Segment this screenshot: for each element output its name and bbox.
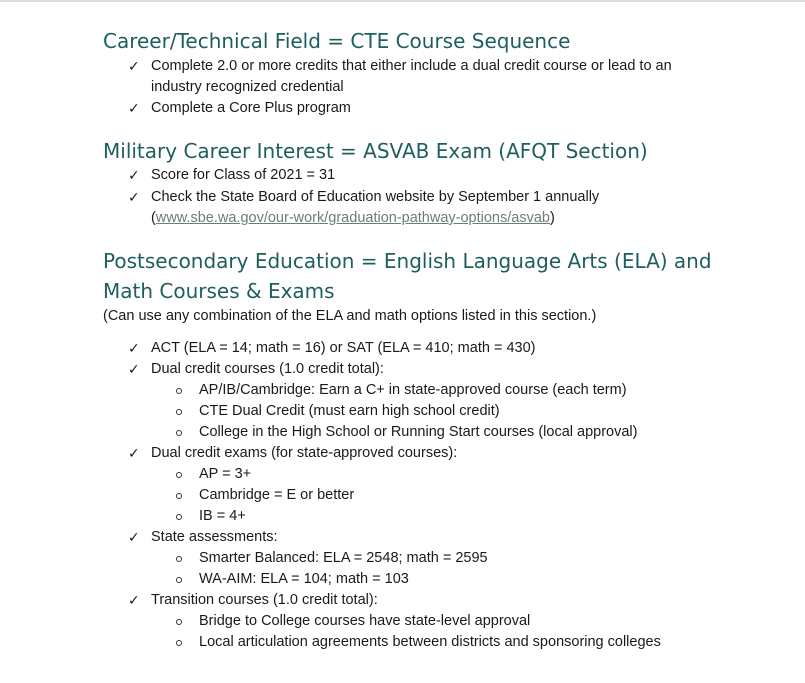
check-icon: ✓	[128, 340, 140, 356]
circle-bullet-icon	[176, 556, 182, 562]
sub-list-item: AP = 3+	[199, 466, 252, 482]
list-item: Transition courses (1.0 credit total):	[151, 592, 378, 608]
sub-list-item: Cambridge = E or better	[199, 487, 355, 503]
check-icon: ✓	[128, 445, 140, 461]
circle-bullet-icon	[176, 472, 182, 478]
circle-bullet-icon	[176, 640, 182, 646]
list-item: State assessments:	[151, 529, 278, 545]
check-icon: ✓	[128, 529, 140, 545]
paren-close: )	[549, 210, 555, 226]
circle-bullet-icon	[176, 493, 182, 499]
paren-open: (	[151, 210, 156, 226]
sub-list-item: Bridge to College courses have state-level approval	[199, 613, 531, 629]
circle-bullet-icon	[176, 514, 182, 520]
sub-list-item: College in the High School or Running Start courses (local approval)	[199, 424, 638, 440]
list-item: Complete a Core Plus program	[151, 100, 351, 116]
check-icon: ✓	[128, 361, 140, 377]
sub-list-item: Local articulation agreements between districts and sponsoring colleges	[199, 634, 661, 650]
check-icon: ✓	[128, 592, 140, 608]
sub-list-item: IB = 4+	[199, 508, 246, 524]
section-heading-cte: Career/Technical Field = CTE Course Sequence	[103, 29, 571, 53]
check-icon: ✓	[128, 167, 140, 183]
sub-list-item: WA-AIM: ELA = 104; math = 103	[199, 571, 409, 587]
list-item: Score for Class of 2021 = 31	[151, 167, 336, 183]
section-heading-postsecondary-continued: Math Courses & Exams	[103, 279, 335, 303]
circle-bullet-icon	[176, 430, 182, 436]
list-item: ACT (ELA = 14; math = 16) or SAT (ELA = 410; math = 430)	[151, 340, 536, 356]
circle-bullet-icon	[176, 577, 182, 583]
list-item: Dual credit courses (1.0 credit total):	[151, 361, 384, 377]
circle-bullet-icon	[176, 388, 182, 394]
list-item: Check the State Board of Education website by September 1 annually	[151, 189, 600, 205]
section-heading-postsecondary: Postsecondary Education = English Language Arts (ELA) and	[103, 249, 712, 273]
section-heading-military: Military Career Interest = ASVAB Exam (AFQT Section)	[103, 139, 648, 163]
list-item-continued: industry recognized credential	[151, 79, 344, 95]
asvab-link[interactable]: www.sbe.wa.gov/our-work/graduation-pathway-options/asvab	[155, 210, 550, 226]
circle-bullet-icon	[176, 409, 182, 415]
sub-list-item: Smarter Balanced: ELA = 2548; math = 2595	[199, 550, 488, 566]
check-icon: ✓	[128, 189, 140, 205]
sub-list-item: CTE Dual Credit (must earn high school credit)	[199, 403, 500, 419]
check-icon: ✓	[128, 100, 140, 116]
list-item: Complete 2.0 or more credits that either include a dual credit course or lead to an	[151, 58, 672, 74]
section-note: (Can use any combination of the ELA and math options listed in this section.)	[103, 308, 597, 324]
list-item: Dual credit exams (for state-approved courses):	[151, 445, 458, 461]
sub-list-item: AP/IB/Cambridge: Earn a C+ in state-approved course (each term)	[199, 382, 627, 398]
list-item-continued	[151, 208, 555, 229]
circle-bullet-icon	[176, 619, 182, 625]
check-icon: ✓	[128, 58, 140, 74]
